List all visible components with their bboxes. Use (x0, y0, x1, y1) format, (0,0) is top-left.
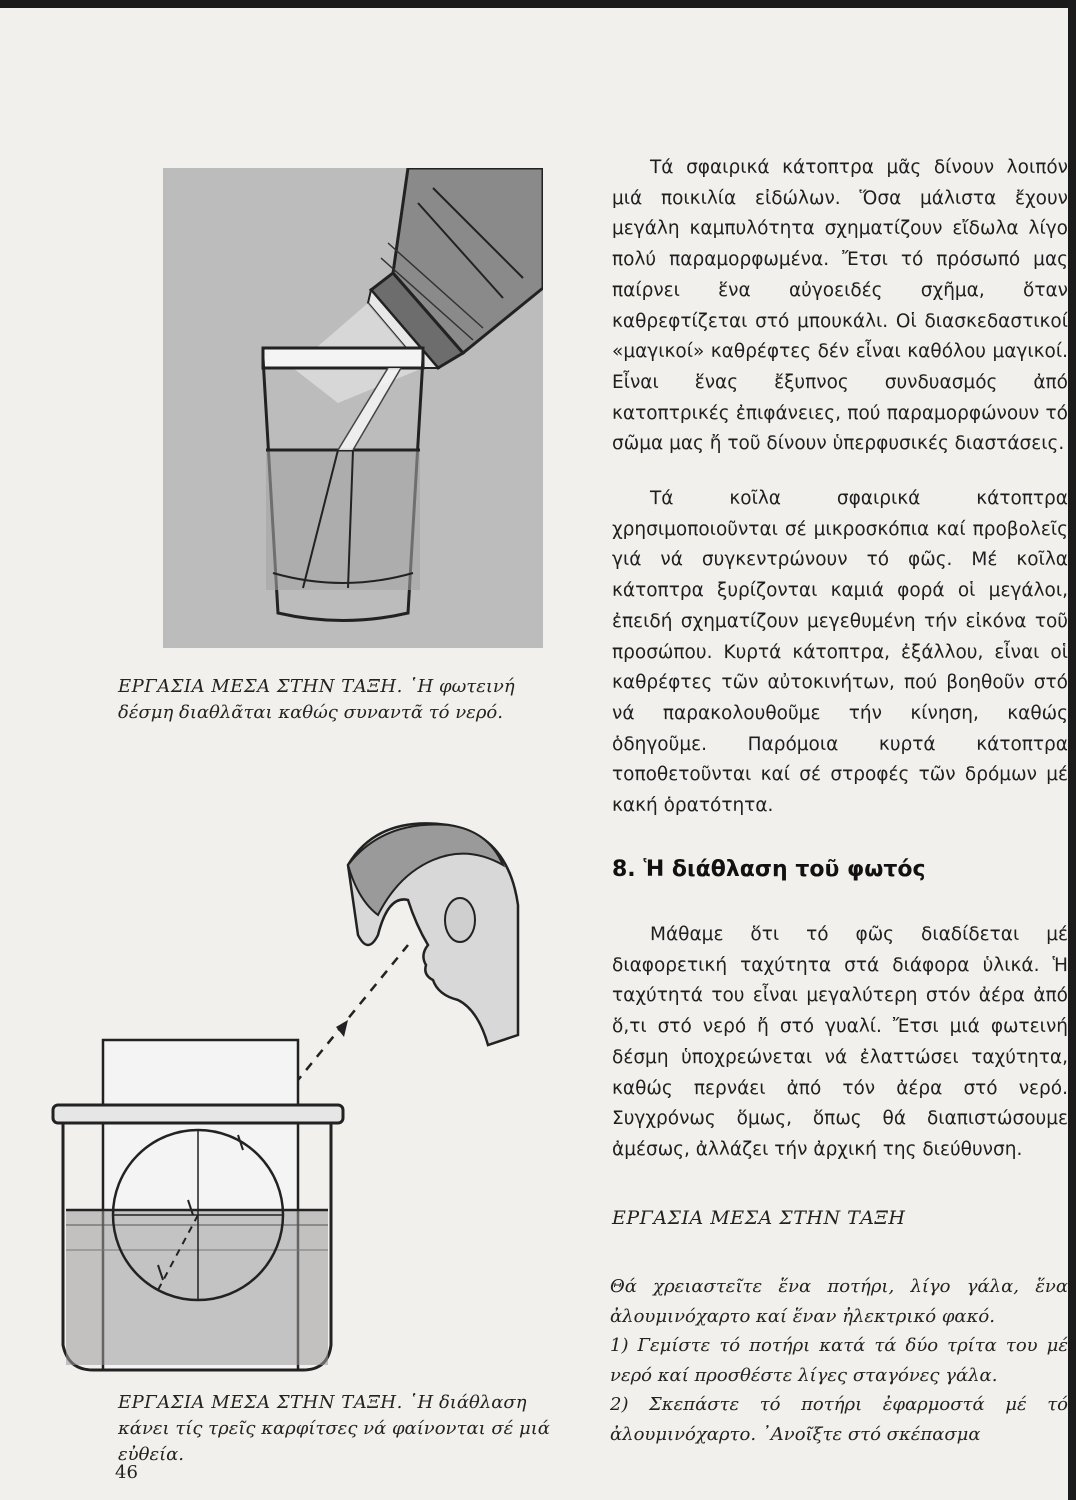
page-number: 46 (115, 1462, 138, 1483)
activity-subheading: ΕΡΓΑΣΙΑ ΜΕΣΑ ΣΤΗΝ ΤΑΞΗ (612, 1207, 906, 1229)
observer-head-illustration (348, 823, 518, 1045)
activity-intro: Θά χρειαστεῖτε ἕνα ποτήρι, λίγο γάλα, ἕνα ἀλουμινόχαρτο καί ἕναν ἠλεκτρικό φακό. (610, 1276, 1068, 1327)
page-edge-shadow (1068, 0, 1076, 1500)
figure1-caption-title: ΕΡΓΑΣΙΑ ΜΕΣΑ ΣΤΗΝ ΤΑΞΗ. (118, 676, 403, 697)
beaker-illustration (53, 1105, 343, 1370)
figure-beaker-pins (48, 805, 568, 1375)
figure-flashlight-glass (163, 168, 543, 648)
figure2-caption (118, 1390, 573, 1468)
figure1-caption (118, 674, 573, 726)
activity-instructions (610, 1272, 1068, 1449)
paragraph-3-text: Μάθαμε ὅτι τό φῶς διαδίδεται μέ διαφορετική ταχύτητα στά διάφορα ὑλικά. Ἡ ταχύτητά του εἶναι μεγαλύτερη στόν ἀέρα ἀπό ὅ,τι στό νερό ἤ στό γυαλί. Ἔτσι μιά φωτεινή δέσμη ὑποχρεώνεται νά ἐλαττώσει ταχύτητα, καθώς περνάει ἀπό τόν ἀέρα στό νερό. Συγχρόνως ὅμως, ὅπως θά διαπιστώσουμε ἀμέσως, ἀλλάζει τήν ἀρχική της διεύθυνση. (612, 924, 1068, 1160)
activity-step-2: 2) Σκεπάστε τό ποτήρι ἐφαρμοστά μέ τό ἀλουμινόχαρτο. ᾿Ανοῖξτε στό σκέπασμα (610, 1394, 1068, 1445)
paragraph-refraction (612, 920, 1068, 1166)
paragraph-2-text: Τά κοῖλα σφαιρικά κάτοπτρα χρησιμοποιοῦνται σέ μικροσκόπια καί προβολεῖς γιά νά συγκεντρώνουν τό φῶς. Μέ κοῖλα κάτοπτρα ξυρίζονται καμιά φορά οἱ μεγάλοι, ἐπειδή σχηματίζουν μεγεθυμένη τήν εἰκόνα τοῦ προσώπου. Κυρτά κάτοπτρα, ἐξάλλου, εἶναι οἱ καθρέφτες τῶν αὐτοκινήτων, πού βοηθοῦν στό νά παρακολουθοῦμε τήν κίνηση, καθώς ὁδηγοῦμε. Παρόμοια κυρτά κάτοπτρα τοποθετοῦνται καί σέ στροφές τῶν δρόμων μέ κακή ὁρατότητα. (612, 488, 1068, 817)
figure1-caption-text: ῾Η φωτεινή δέσμη διαθλᾶται καθώς συναντᾶ τό νερό. (118, 676, 515, 723)
figure2-caption-text: ῾Η διάθλαση κάνει τίς τρεῖς καρφίτσες νά φαίνονται σέ μιά εὐθεία. (118, 1392, 550, 1465)
paragraph-spherical-mirrors (612, 153, 1068, 460)
paragraph-1-text: Τά σφαιρικά κάτοπτρα μᾶς δίνουν λοιπόν μιά ποικιλία εἰδώλων. Ὅσα μάλιστα ἔχουν μεγάλη καμπυλότητα σχηματίζουν εἴδωλα λίγο πολύ παραμορφωμένα. Ἔτσι τό πρόσωπό μας παίρνει ἕνα αὐγοειδές σχῆμα, ὅταν καθρεφτίζεται στό μπουκάλι. Οἱ διασκεδαστικοί «μαγικοί» καθρέφτες δέν εἶναι καθόλου μαγικοί. Εἶναι ἕνας ἔξυπνος συνδυασμός ἀπό κατοπτρικές ἐπιφάνειες, πού παραμορφώνουν τό σῶμα μας ἤ τοῦ δίνουν ὑπερφυσικές διαστάσεις. (612, 157, 1068, 455)
section-heading: 8. Ἡ διάθλαση τοῦ φωτός (612, 857, 926, 882)
figure2-caption-title: ΕΡΓΑΣΙΑ ΜΕΣΑ ΣΤΗΝ ΤΑΞΗ. (118, 1392, 403, 1413)
paragraph-concave-convex (612, 484, 1068, 822)
activity-step-1: 1) Γεμίστε τό ποτήρι κατά τά δύο τρίτα του μέ νερό καί προσθέστε λίγες σταγόνες γάλα. (610, 1335, 1068, 1386)
